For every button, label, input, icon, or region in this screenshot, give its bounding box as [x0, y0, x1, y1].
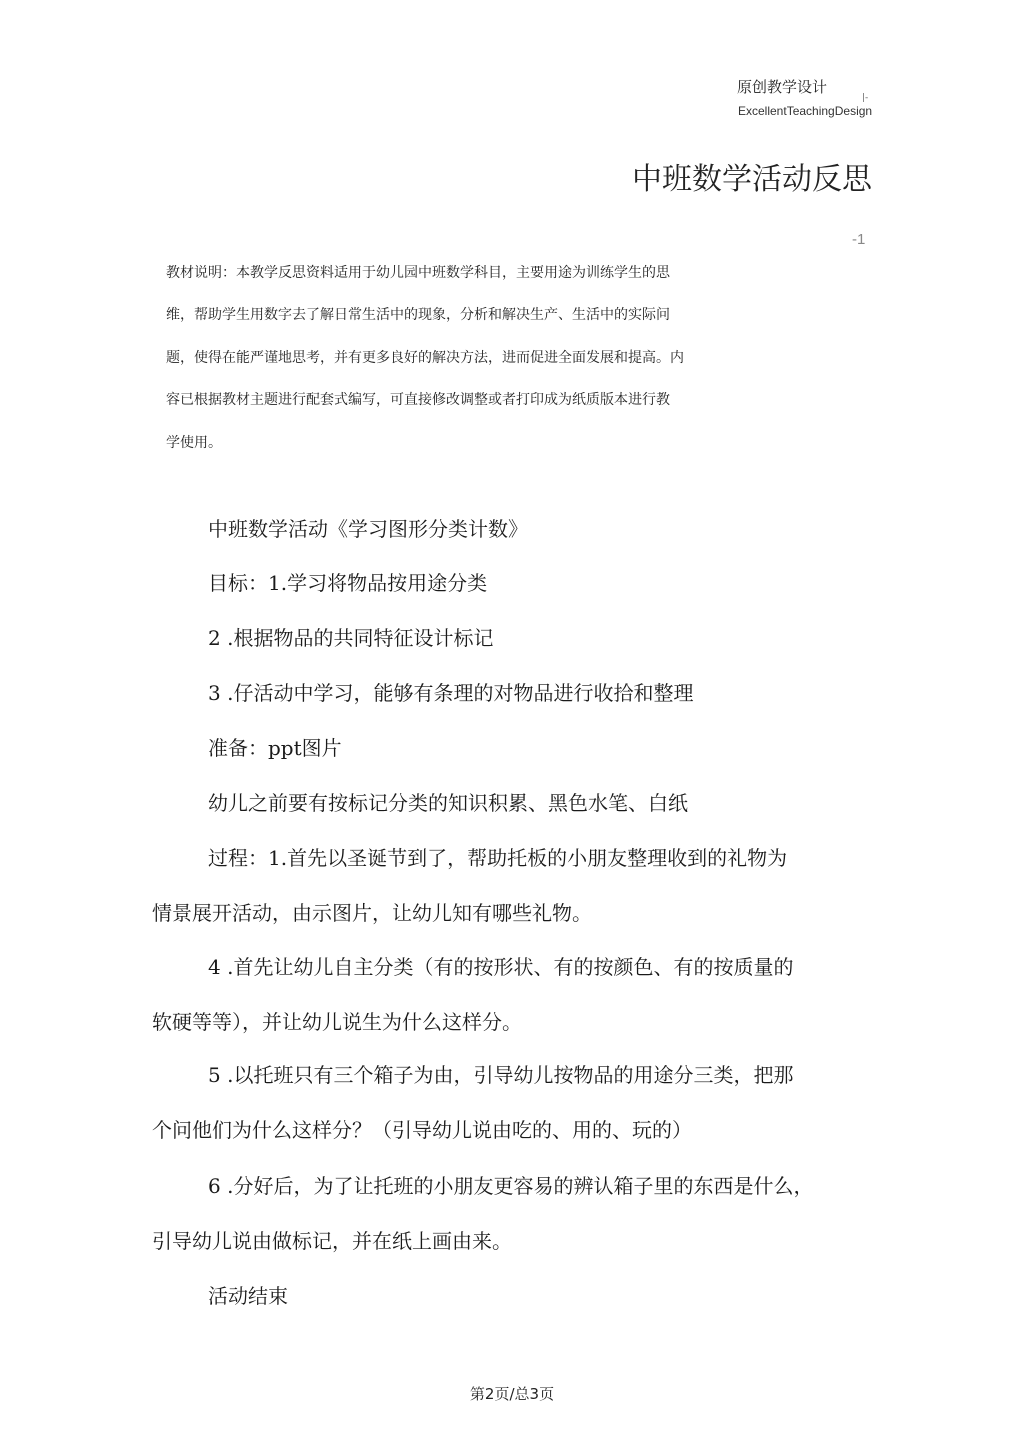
body-line: 4 .首先让幼儿自主分类（有的按形状、有的按颜色、有的按质量的: [208, 955, 794, 979]
body-line: 引导幼儿说由做标记，并在纸上画由来。: [152, 1229, 512, 1253]
body-line: 过程：1.首先以圣诞节到了，帮助托板的小朋友整理收到的礼物为: [208, 846, 788, 870]
intro-line: 维，帮助学生用数字去了解日常生活中的现象，分析和解决生产、生活中的实际问: [166, 307, 670, 323]
body-line: 准备：ppt图片: [208, 736, 342, 760]
intro-line: 容已根据教材主题进行配套式编写，可直接修改调整或者打印成为纸质版本进行教: [166, 392, 670, 408]
intro-line: 题，使得在能严谨地思考，并有更多良好的解决方法，进而促进全面发展和提高。内: [166, 350, 684, 366]
body-line: 2 .根据物品的共同特征设计标记: [208, 626, 494, 650]
body-line: 3 .仔活动中学习，能够有条理的对物品进行收拾和整理: [208, 681, 694, 705]
body-line: 情景展开活动，由示图片，让幼儿知有哪些礼物。: [152, 901, 592, 925]
intro-line: 学使用。: [166, 435, 222, 451]
body-line: 活动结束: [208, 1284, 288, 1308]
page-marker: -1: [852, 231, 866, 248]
header-mark: |-: [862, 93, 869, 103]
body-line: 目标：1.学习将物品按用途分类: [208, 571, 488, 595]
page-number-footer: 第2页/总3页: [469, 1385, 555, 1403]
body-line: 5 .以托班只有三个箱子为由，引导幼儿按物品的用途分三类，把那: [208, 1063, 794, 1087]
body-line: 软硬等等），并让幼儿说生为什么这样分。: [152, 1010, 522, 1034]
header-label-cn: 原创教学设计: [737, 78, 828, 96]
body-line: 6 .分好后，为了让托班的小朋友更容易的辨认箱子里的东西是什么，: [208, 1174, 814, 1198]
activity-title: 中班数学活动《学习图形分类计数》: [208, 517, 528, 541]
page-title: 中班数学活动反思: [632, 162, 872, 197]
header-label-en: ExcellentTeachingDesign: [738, 104, 873, 118]
body-line: 幼儿之前要有按标记分类的知识积累、黑色水笔、白纸: [208, 791, 688, 815]
body-line: 个问他们为什么这样分？（引导幼儿说由吃的、用的、玩的）: [152, 1118, 692, 1142]
intro-line: 教材说明：本教学反思资料适用于幼儿园中班数学科目，主要用途为训练学生的思: [166, 265, 670, 281]
